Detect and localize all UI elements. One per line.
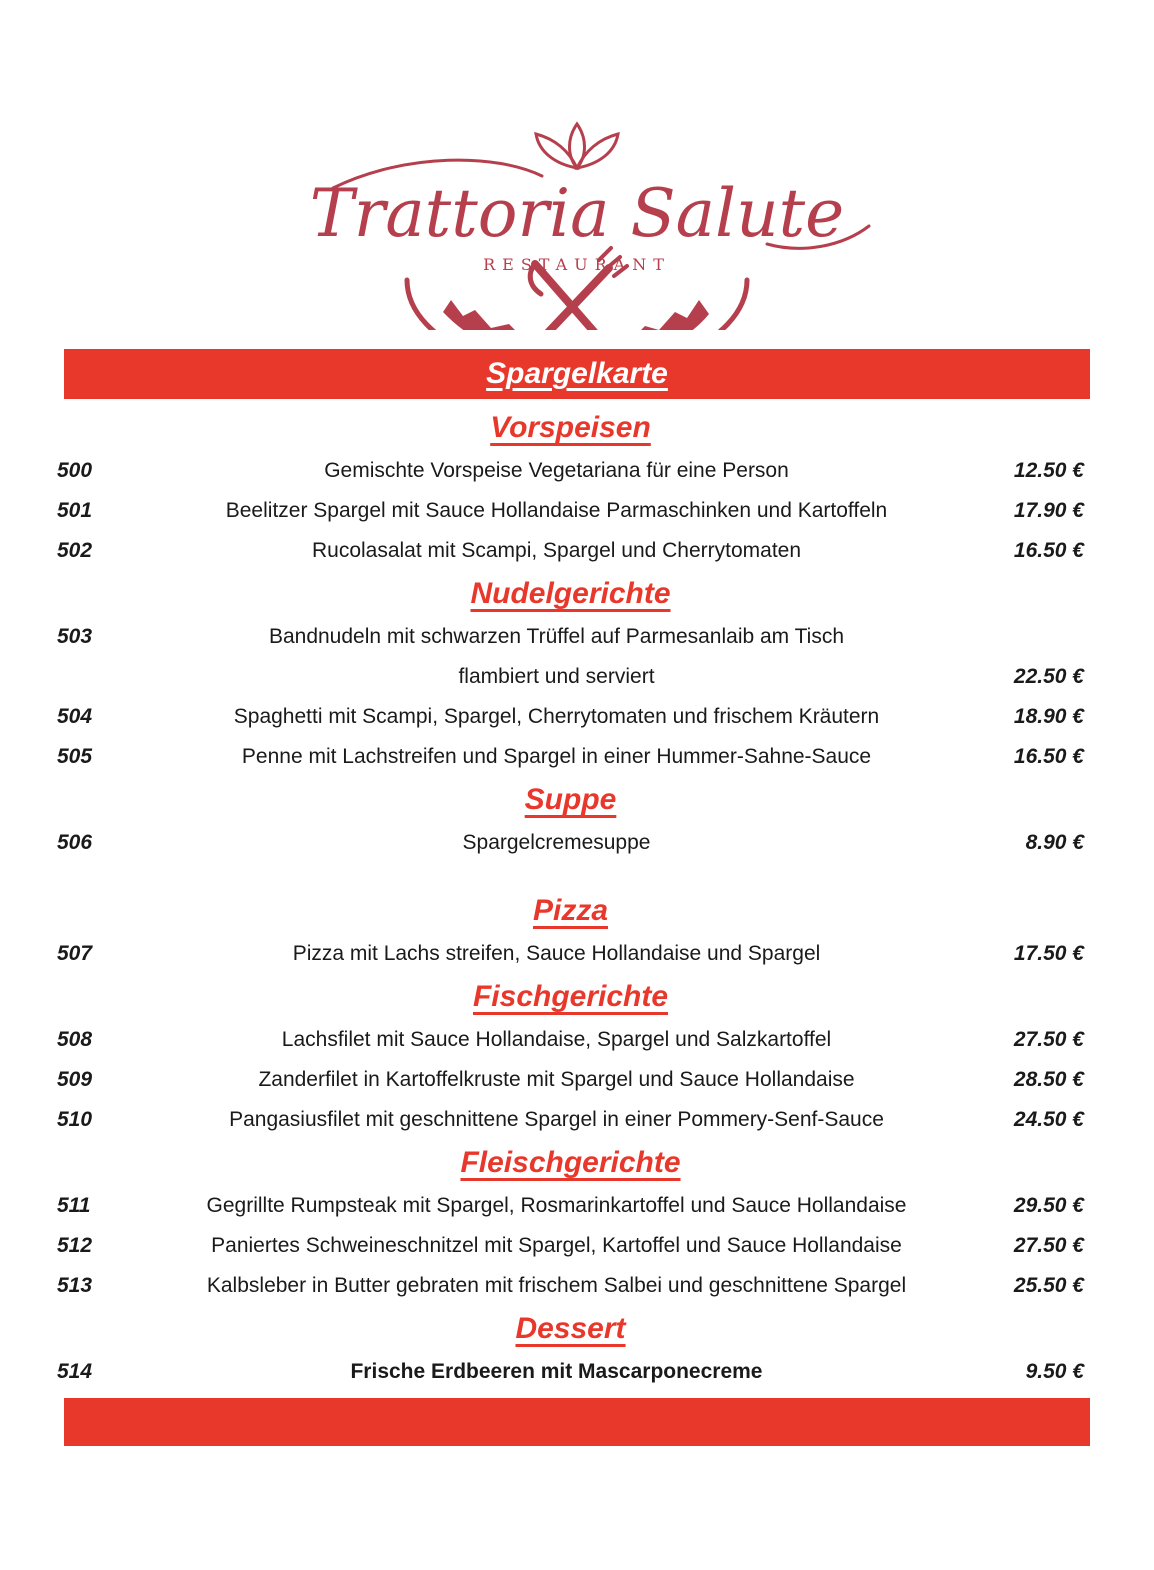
item-price: 17.50 €: [1013, 942, 1084, 965]
item-description: Rucolasalat mit Scampi, Spargel und Cherrytomaten: [311, 539, 802, 562]
section-title: Fleischgerichte: [460, 1146, 681, 1179]
item-description: Spaghetti mit Scampi, Spargel, Cherrytomaten und frischem Kräutern: [233, 705, 880, 728]
menu-item-row: [57, 457, 1084, 484]
section-title: Pizza: [532, 894, 609, 927]
item-price: 25.50 €: [1013, 1274, 1084, 1297]
section-items: [57, 1192, 1084, 1299]
item-price: 27.50 €: [1013, 1028, 1084, 1051]
item-number: 502: [57, 539, 93, 562]
menu-section: [57, 577, 1084, 770]
item-number: 511: [57, 1194, 91, 1217]
item-number: 509: [57, 1068, 93, 1091]
item-number: 513: [57, 1274, 93, 1297]
section-title: Suppe: [524, 783, 617, 816]
item-description: Gegrillte Rumpsteak mit Spargel, Rosmarinkartoffel und Sauce Hollandaise: [206, 1194, 907, 1217]
section-items: [57, 623, 1084, 770]
section-title: Fischgerichte: [472, 980, 669, 1013]
item-number: 508: [57, 1028, 93, 1051]
item-description: Zanderfilet in Kartoffelkruste mit Spargel und Sauce Hollandaise: [258, 1068, 855, 1091]
item-price: 12.50 €: [1013, 459, 1084, 482]
item-price: 9.50 €: [1025, 1360, 1084, 1383]
menu-item-row: [57, 829, 1084, 856]
item-description: Paniertes Schweineschnitzel mit Spargel, Kartoffel und Sauce Hollandaise: [211, 1234, 902, 1257]
item-price: 22.50 €: [1013, 665, 1084, 688]
item-description: Penne mit Lachstreifen und Spargel in einer Hummer-Sahne-Sauce: [241, 745, 872, 768]
item-number: 514: [57, 1360, 93, 1383]
menu-section: [57, 1312, 1084, 1385]
menu-item-row: [57, 1026, 1084, 1053]
item-description: Lachsfilet mit Sauce Hollandaise, Spargel und Salzkartoffel: [281, 1028, 832, 1051]
item-price: 27.50 €: [1013, 1234, 1084, 1257]
section-title: Dessert: [515, 1312, 626, 1345]
item-description: Bandnudeln mit schwarzen Trüffel auf Parmesanlaib am Tisch: [268, 625, 845, 648]
menu-item-row: [57, 1106, 1084, 1133]
item-number: 512: [57, 1234, 93, 1257]
item-description: Spargelcremesuppe: [462, 831, 651, 854]
item-number: 506: [57, 831, 93, 854]
menu-item-row: [57, 703, 1084, 730]
item-price: 16.50 €: [1013, 745, 1084, 768]
section-items: [57, 1026, 1084, 1133]
menu-item-row: [57, 623, 1084, 650]
menu-section: [57, 783, 1084, 856]
section-items: [57, 1358, 1084, 1385]
menu-section: [57, 980, 1084, 1133]
item-number: 503: [57, 625, 93, 648]
footer-bar: [64, 1398, 1090, 1446]
menu-item-row: [57, 1358, 1084, 1385]
menu-section: [57, 894, 1084, 967]
section-title: Nudelgerichte: [470, 577, 671, 610]
item-price: 17.90 €: [1013, 499, 1084, 522]
menu-item-row: [57, 497, 1084, 524]
section-items: [57, 457, 1084, 564]
item-price: 24.50 €: [1013, 1108, 1084, 1131]
item-number: 505: [57, 745, 93, 768]
section-items: [57, 829, 1084, 856]
menu-section: [57, 411, 1084, 564]
menu-item-row: [57, 940, 1084, 967]
menu-item-row: [57, 1232, 1084, 1259]
item-number: 500: [57, 459, 93, 482]
item-description: Frische Erdbeeren mit Mascarponecreme: [350, 1360, 763, 1383]
leaves-icon: [536, 124, 618, 168]
menu-item-row: [57, 743, 1084, 770]
menu-item-row: [57, 1272, 1084, 1299]
menu-title-banner: [64, 349, 1090, 399]
item-price: 8.90 €: [1025, 831, 1084, 854]
menu-item-row: [57, 663, 1084, 690]
section-title: Vorspeisen: [490, 411, 651, 444]
section-items: [57, 940, 1084, 967]
item-number: 507: [57, 942, 93, 965]
menu-title: Spargelkarte: [486, 357, 668, 390]
item-number: 510: [57, 1108, 93, 1131]
item-price: 16.50 €: [1013, 539, 1084, 562]
item-description: Pizza mit Lachs streifen, Sauce Hollandaise und Spargel: [292, 942, 821, 965]
menu-item-row: [57, 1192, 1084, 1219]
item-price: 28.50 €: [1013, 1068, 1084, 1091]
item-description: Pangasiusfilet mit geschnittene Spargel in einer Pommery-Senf-Sauce: [229, 1108, 884, 1131]
item-description: Beelitzer Spargel mit Sauce Hollandaise Parmaschinken und Kartoffeln: [225, 499, 888, 522]
menu-sections: [0, 399, 1154, 1385]
restaurant-logo-icon: [247, 118, 907, 330]
restaurant-logo: [247, 118, 907, 335]
item-description: flambiert und serviert: [458, 665, 655, 688]
item-description: Gemischte Vorspeise Vegetariana für eine Person: [324, 459, 789, 482]
item-price: 29.50 €: [1013, 1194, 1084, 1217]
logo-subtitle: RESTAURANT: [483, 255, 671, 274]
item-number: 504: [57, 705, 93, 728]
item-number: 501: [57, 499, 93, 522]
item-price: 18.90 €: [1013, 705, 1084, 728]
menu-item-row: [57, 1066, 1084, 1093]
logo-name: Trattoria Salute: [309, 175, 845, 252]
menu-item-row: [57, 537, 1084, 564]
menu-section: [57, 1146, 1084, 1299]
item-description: Kalbsleber in Butter gebraten mit frischem Salbei und geschnittene Spargel: [206, 1274, 907, 1297]
